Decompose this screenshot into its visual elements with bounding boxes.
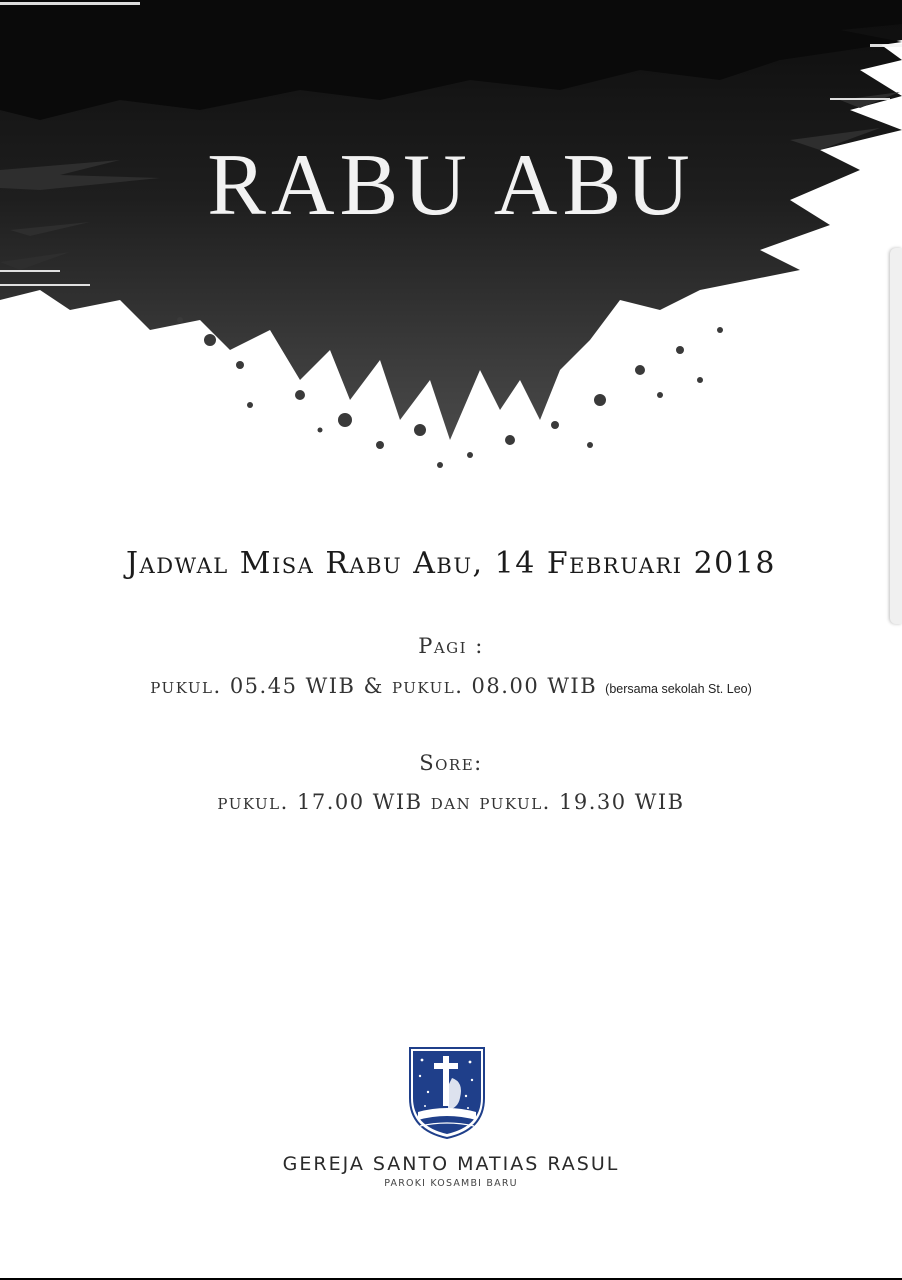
church-name: GEREJA SANTO MATIAS RASUL [282,1153,620,1175]
evening-label: Sore: [419,751,483,775]
evening-times: pukul. 17.00 WIB dan pukul. 19.30 WIB [217,790,685,814]
morning-note: (bersama sekolah St. Leo) [605,682,752,696]
page-title: RABU ABU [207,137,695,234]
morning-times-text: pukul. 05.45 WIB & pukul. 08.00 WIB [150,674,598,698]
morning-times [0,674,902,698]
parish-name: PAROKI KOSAMBI BARU [384,1178,518,1189]
scrollbar-handle[interactable] [890,248,902,624]
ink-splash-banner [0,0,902,480]
schedule-heading: Jadwal Misa Rabu Abu, 14 Februari 2018 [126,546,776,581]
morning-label: Pagi : [418,634,484,658]
church-logo [408,1046,486,1140]
